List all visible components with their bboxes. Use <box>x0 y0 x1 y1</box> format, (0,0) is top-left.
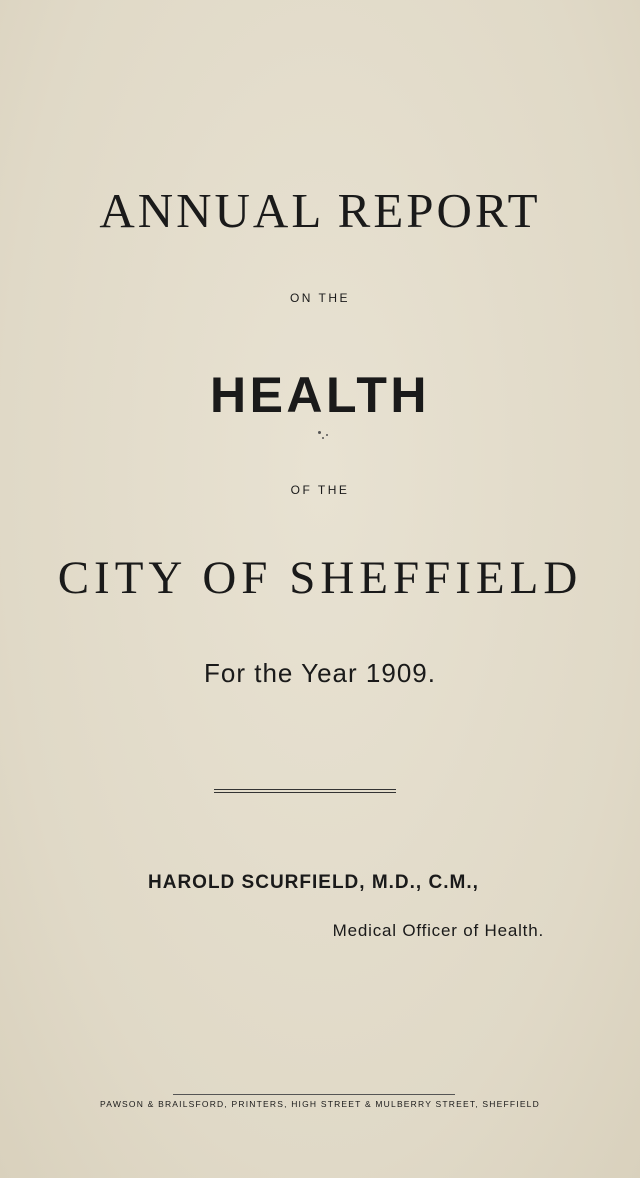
author-name: HAROLD SCURFIELD, M.D., C.M., <box>148 872 479 893</box>
printer-rule <box>173 1094 455 1095</box>
print-speck <box>318 431 321 434</box>
health-heading: HEALTH <box>209 367 431 423</box>
divider-rule-bottom <box>214 792 396 793</box>
on-the-caption: ON THE <box>289 291 351 305</box>
author-role: Medical Officer of Health. <box>332 921 544 940</box>
report-title: ANNUAL REPORT <box>99 183 541 238</box>
print-speck <box>326 434 328 436</box>
city-heading: CITY OF SHEFFIELD <box>57 552 583 604</box>
printer-imprint: PAWSON & BRAILSFORD, PRINTERS, HIGH STREET & MULBERRY STREET, SHEFFIELD <box>100 1099 540 1109</box>
year-line: For the Year 1909. <box>204 658 436 688</box>
print-speck <box>322 437 324 439</box>
of-the-caption: OF THE <box>290 483 350 497</box>
divider-rule-top <box>214 789 396 790</box>
